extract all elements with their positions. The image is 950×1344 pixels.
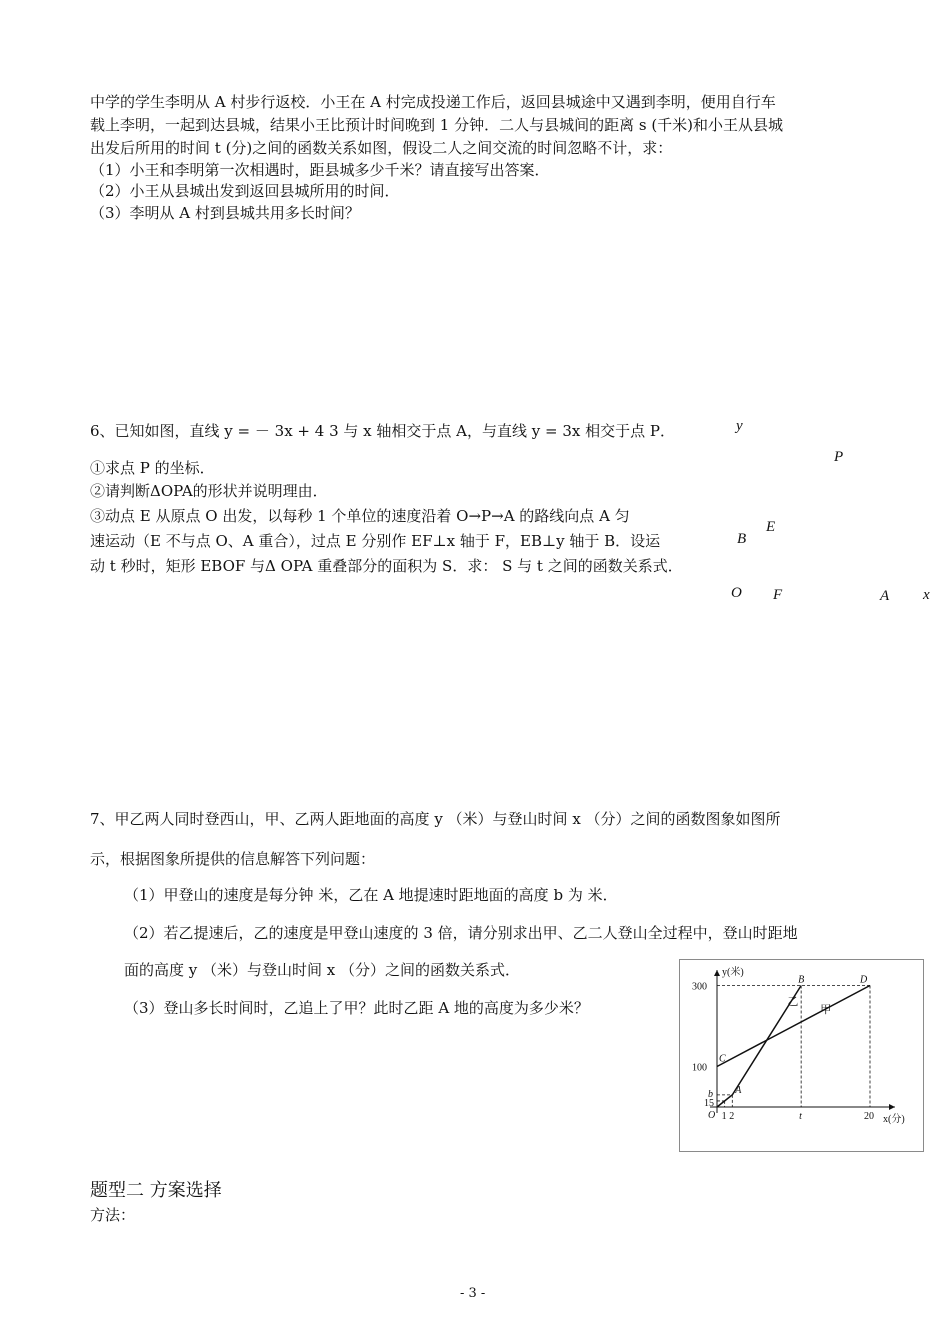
problem5-question-3: （3）李明从 A 村到县城共用多长时间？ — [90, 204, 360, 222]
figure-label-e: E — [766, 519, 776, 535]
problem7-statement-2: 示，根据图象所提供的信息解答下列问题： — [90, 850, 376, 868]
problem7-chart — [679, 959, 924, 1152]
problem7-part-3: （3）登山多长时间时，乙追上了甲？此时乙距 A 地的高度为多少米？ — [124, 999, 589, 1017]
problem6-part-3-line-3: 动 t 秒时，矩形 EBOF 与Δ OPA 重叠部分的面积为 S．求： S 与 t 之间的函数关系式． — [90, 557, 683, 575]
problem6-part-3-line-1: ③动点 E 从原点 O 出发，以每秒 1 个单位的速度沿着 O→P→A 的路线向点 A 匀 — [90, 507, 630, 525]
x-tick-t: t — [799, 1111, 802, 1122]
series-yi-label: 乙 — [787, 995, 799, 1008]
figure-label-x: x — [923, 587, 930, 603]
problem6-part-3-line-2: 速运动（E 不与点 O、A 重合），过点 E 分别作 EF⊥x 轴于 F，EB⊥y 轴于 B．设运 — [90, 532, 661, 550]
problem6-part-2: ②请判断ΔOPA的形状并说明理由． — [90, 482, 328, 500]
problem6-statement: 6、已知如图，直线 y = － 3x + 4 3 与 x 轴相交于点 A，与直线 y = 3x 相交于点 P． — [90, 422, 675, 440]
problem5-line-3: 出发后所用的时间 t (分)之间的函数关系如图，假设二人之间交流的时间忽略不计，求： — [90, 139, 673, 157]
x-tick-1: 1 — [721, 1111, 727, 1122]
page-number: - 3 - — [460, 1286, 486, 1301]
y-tick-100: 100 — [692, 1062, 707, 1074]
problem5-question-2: （2）小王从县城出发到返回县城所用的时间． — [90, 182, 400, 200]
problem6-part-1: ①求点 P 的坐标． — [90, 459, 215, 477]
figure-label-y: y — [736, 418, 743, 434]
origin-label: O — [708, 1110, 716, 1121]
figure-label-b: B — [737, 531, 747, 547]
problem7-part-1: （1）甲登山的速度是每分钟 米，乙在 A 地提速时距地面的高度 b 为 米． — [124, 886, 618, 904]
x-tick-2: 2 — [729, 1111, 735, 1122]
problem7-statement-1: 7、甲乙两人同时登西山，甲、乙两人距地面的高度 y （米）与登山时间 x （分）之间的函数图象如图所 — [90, 810, 781, 828]
y-axis-arrow — [714, 970, 720, 976]
figure-label-o: O — [731, 585, 742, 601]
x-axis-label: x(分) — [883, 1114, 905, 1125]
figure-label-a: A — [880, 588, 890, 604]
y-tick-b: b — [708, 1088, 713, 1100]
problem5-line-1: 中学的学生李明从 A 村步行返校．小王在 A 村完成投递工作后，返回县城途中又遇到李明，便用自行车 — [90, 93, 776, 111]
problem7-part-2-line-1: （2）若乙提速后，乙的速度是甲登山速度的 3 倍，请分别求出甲、乙二人登山全过程中，登山时距地 — [124, 924, 798, 942]
method-label: 方法： — [90, 1206, 136, 1224]
problem7-part-2-line-2: 面的高度 y （米）与登山时间 x （分）之间的函数关系式． — [124, 961, 521, 979]
problem5-line-2: 载上李明，一起到达县城，结果小王比预计时间晚到 1 分钟．二人与县城间的距离 s (千米)和小王从县城 — [90, 116, 784, 134]
point-label-a: A — [735, 1084, 742, 1096]
point-label-b: B — [798, 974, 805, 986]
chart-svg — [680, 960, 923, 1151]
point-label-c: C — [719, 1053, 726, 1065]
series-jia-label: 甲 — [820, 1004, 832, 1017]
y-axis-label: y(米) — [722, 967, 744, 978]
figure-label-p: P — [834, 449, 844, 465]
point-label-d: D — [860, 974, 868, 986]
figure-label-f: F — [773, 587, 783, 603]
y-tick-300: 300 — [692, 981, 707, 993]
section-heading: 题型二 方案选择 — [90, 1180, 222, 1201]
y-tick-15: 15 — [704, 1097, 714, 1109]
x-tick-20: 20 — [864, 1111, 874, 1122]
problem5-question-1: （1）小王和李明第一次相遇时，距县城多少千米？请直接写出答案． — [90, 161, 550, 179]
x-axis-arrow — [889, 1104, 895, 1110]
